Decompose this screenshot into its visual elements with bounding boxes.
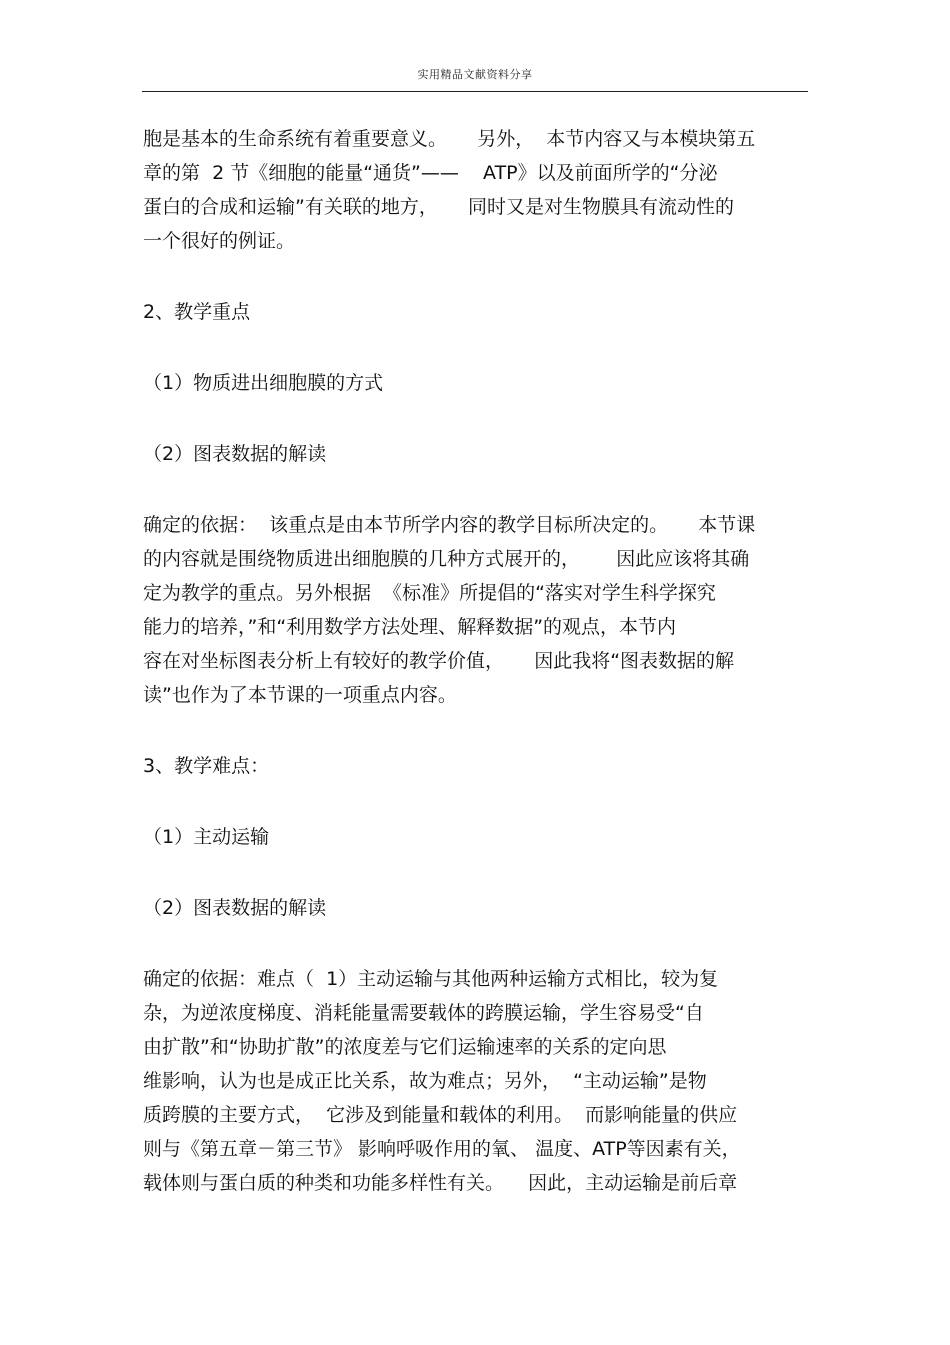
text-line: 由扩散”和“协助扩散”的浓度差与它们运输速率的关系的定向思 [143,1036,667,1058]
paragraph-gap [143,400,808,437]
paragraph-gap [143,258,808,295]
page-header: 实用精品文献资料分享 [417,68,533,81]
paragraph-gap [143,329,808,366]
section-heading-difficulties [143,749,808,783]
text-line: 能力的培养，”和“利用数学方法处理、解释数据”的观点，本节内 [143,616,677,638]
text-line: （1）主动运输 [143,826,270,848]
paragraph-difficulty-rationale [143,962,808,1200]
text-line: 确定的依据： 该重点是由本节所学内容的教学目标所决定的。 本节课 [143,514,756,536]
heading-text: 2、教学重点 [143,301,251,323]
paragraph-gap [143,712,808,749]
paragraph-gap [143,783,808,820]
heading-text: 3、教学难点： [143,755,270,777]
header-divider [142,91,808,92]
paragraph-key-point-rationale [143,508,808,712]
list-item-key-point-2 [143,437,808,471]
text-line: 维影响，认为也是成正比关系，故为难点；另外， “主动运输”是物 [143,1070,707,1092]
list-item-difficulty-1 [143,820,808,854]
paragraph-gap [143,925,808,962]
text-line: 杂，为逆浓度梯度、消耗能量需要载体的跨膜运输，学生容易受“自 [143,1002,704,1024]
text-line: 的内容就是围绕物质进出细胞膜的几种方式展开的， 因此应该将其确 [143,548,750,570]
text-line: 胞是基本的生命系统有着重要意义。 另外， 本节内容又与本模块第五 [143,128,756,150]
text-line: 质跨膜的主要方式， 它涉及到能量和载体的利用。 而影响能量的供应 [143,1104,738,1126]
text-line: 章的第 2 节《细胞的能量“通货”—— ATP》以及前面所学的“分泌 [143,162,718,184]
text-line: （2）图表数据的解读 [143,897,327,919]
paragraph-intro-continuation [143,122,808,258]
list-item-difficulty-2 [143,891,808,925]
text-line: 一个很好的例证。 [143,230,296,252]
section-heading-key-points [143,295,808,329]
text-line: 蛋白的合成和运输”有关联的地方， 同时又是对生物膜具有流动性的 [143,196,735,218]
list-item-key-point-1 [143,366,808,400]
text-line: 载体则与蛋白质的种类和功能多样性有关。 因此，主动运输是前后章 [143,1172,738,1194]
text-line: 定为教学的重点。另外根据 《标准》所提倡的“落实对学生科学探究 [143,582,716,604]
paragraph-gap [143,471,808,508]
text-line: 确定的依据：难点（ 1）主动运输与其他两种运输方式相比，较为复 [143,968,719,990]
document-body [143,122,808,1200]
text-line: 读”也作为了本节课的一项重点内容。 [143,684,457,706]
text-line: （1）物质进出细胞膜的方式 [143,372,384,394]
text-line: （2）图表数据的解读 [143,443,327,465]
text-line: 则与《第五章－第三节》 影响呼吸作用的氧、 温度、ATP等因素有关， [143,1138,741,1160]
text-line: 容在对坐标图表分析上有较好的教学价值， 因此我将“图表数据的解 [143,650,735,672]
paragraph-gap [143,854,808,891]
